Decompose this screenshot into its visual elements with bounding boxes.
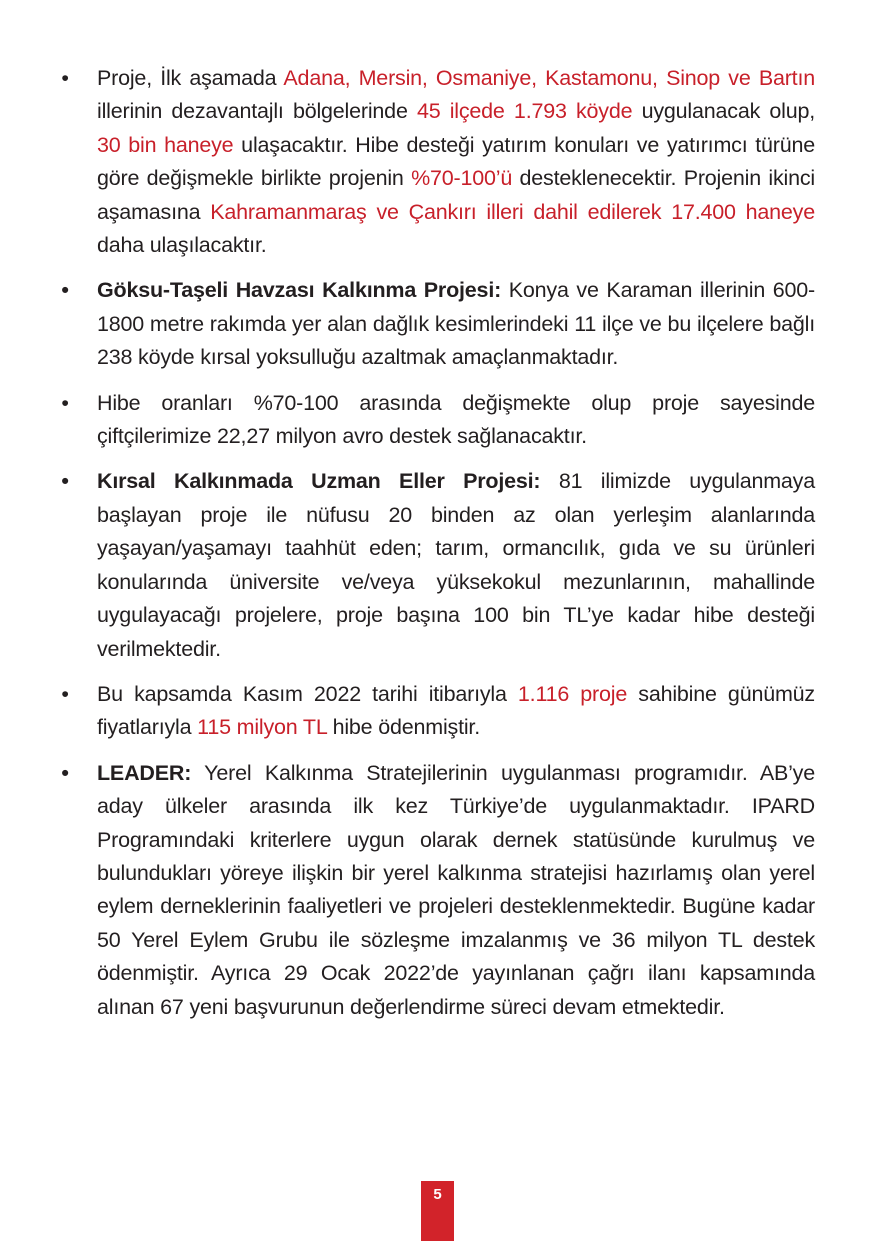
document-body bbox=[61, 62, 816, 1036]
highlight-provinces: Adana, Mersin, Osmaniye, Kastamonu, Sinop ve Bartın bbox=[283, 66, 815, 90]
highlight-districts: 45 ilçede 1.793 köyde bbox=[416, 99, 633, 124]
bullet: • bbox=[61, 278, 69, 303]
bullet: • bbox=[61, 469, 69, 494]
bullet: • bbox=[61, 760, 69, 785]
item-heading: Göksu-Taşeli Havzası Kalkınma Projesi: bbox=[97, 278, 502, 303]
bullet: • bbox=[61, 390, 69, 415]
highlight-households: 30 bin haneye bbox=[97, 132, 234, 157]
highlight-percentage: %70-100’ü bbox=[411, 166, 513, 191]
list-item: • Bu kapsamda Kasım 2022 tarihi itibarıyla 1.116 proje sahibine günümüz fiyatlarıyla 115 milyon TL hibe ödenmiştir. bbox=[97, 678, 815, 745]
list-item: • Hibe oranları %70-100 arasında değişmekte olup proje sayesinde çiftçilerimize 22,27 milyon avro destek sağlanacaktır. bbox=[97, 387, 815, 454]
page-number: 5 bbox=[421, 1181, 454, 1241]
item-heading: LEADER: bbox=[97, 760, 192, 785]
list-item: • Göksu-Taşeli Havzası Kalkınma Projesi: Konya ve Karaman illerinin 600-1800 metre rakımda yer alan dağlık kesimlerindeki 11 ilçe ve bu ilçelere bağlı 238 köyde kırsal yoksulluğu azaltmak amaçlanmaktadır. bbox=[97, 274, 815, 374]
item-heading: Kırsal Kalkınmada Uzman Eller Projesi: bbox=[97, 469, 541, 494]
bullet: • bbox=[61, 681, 69, 706]
highlight-projects: 1.116 proje bbox=[517, 681, 628, 706]
list-item: • LEADER: Yerel Kalkınma Stratejilerinin uygulanması programıdır. AB’ye aday ülkeler arasında ilk kez Türkiye’de uygulanmaktadır. IPARD Programındaki kriterlere uygun olarak dernek statüsünde kurulmuş ve bulundukları yöreye ilişkin bir yerel kalkınma stratejisi hazırlamış olan yerel eylem derneklerinin faaliyetleri ve projeleri desteklenmektedir. Bugüne kadar 50 Yerel Eylem Grubu ile sözleşme imzalanmış ve 36 milyon TL destek ödenmiştir. Ayrıca 29 Ocak 2022’de yayınlanan çağrı ilanı kapsamında alınan 67 yeni başvurunun değerlendirme süreci devam etmektedir. bbox=[97, 757, 815, 1024]
bullet: • bbox=[61, 66, 69, 90]
list-item: • Proje, İlk aşamada Adana, Mersin, Osmaniye, Kastamonu, Sinop ve Bartın illerinin dezavantajlı bölgelerinde 45 ilçede 1.793 köyde uygulanacak olup, 30 bin haneye ulaşacaktır. Hibe desteği yatırım konuları ve yatırımcı türüne göre değişmekle birlikte projenin %70-100’ü desteklenecektir. Projenin ikinci aşamasına Kahramanmaraş ve Çankırı illeri dahil edilerek 17.400 haneye daha ulaşılacaktır. bbox=[97, 62, 815, 262]
list-item: • Kırsal Kalkınmada Uzman Eller Projesi: 81 ilimizde uygulanmaya başlayan proje ile nüfusu 20 binden az olan yerleşim alanlarında yaşayan/yaşamayı taahhüt eden; tarım, ormancılık, gıda ve su ürünleri konularında üniversite ve/veya yüksekokul mezunlarının, mahallinde uygulayacağı projelere, proje başına 100 bin TL’ye kadar hibe desteği verilmektedir. bbox=[97, 465, 815, 665]
highlight-amount: 115 milyon TL bbox=[197, 715, 327, 740]
highlight-second-phase: Kahramanmaraş ve Çankırı illeri dahil edilerek 17.400 haneye bbox=[210, 199, 815, 224]
